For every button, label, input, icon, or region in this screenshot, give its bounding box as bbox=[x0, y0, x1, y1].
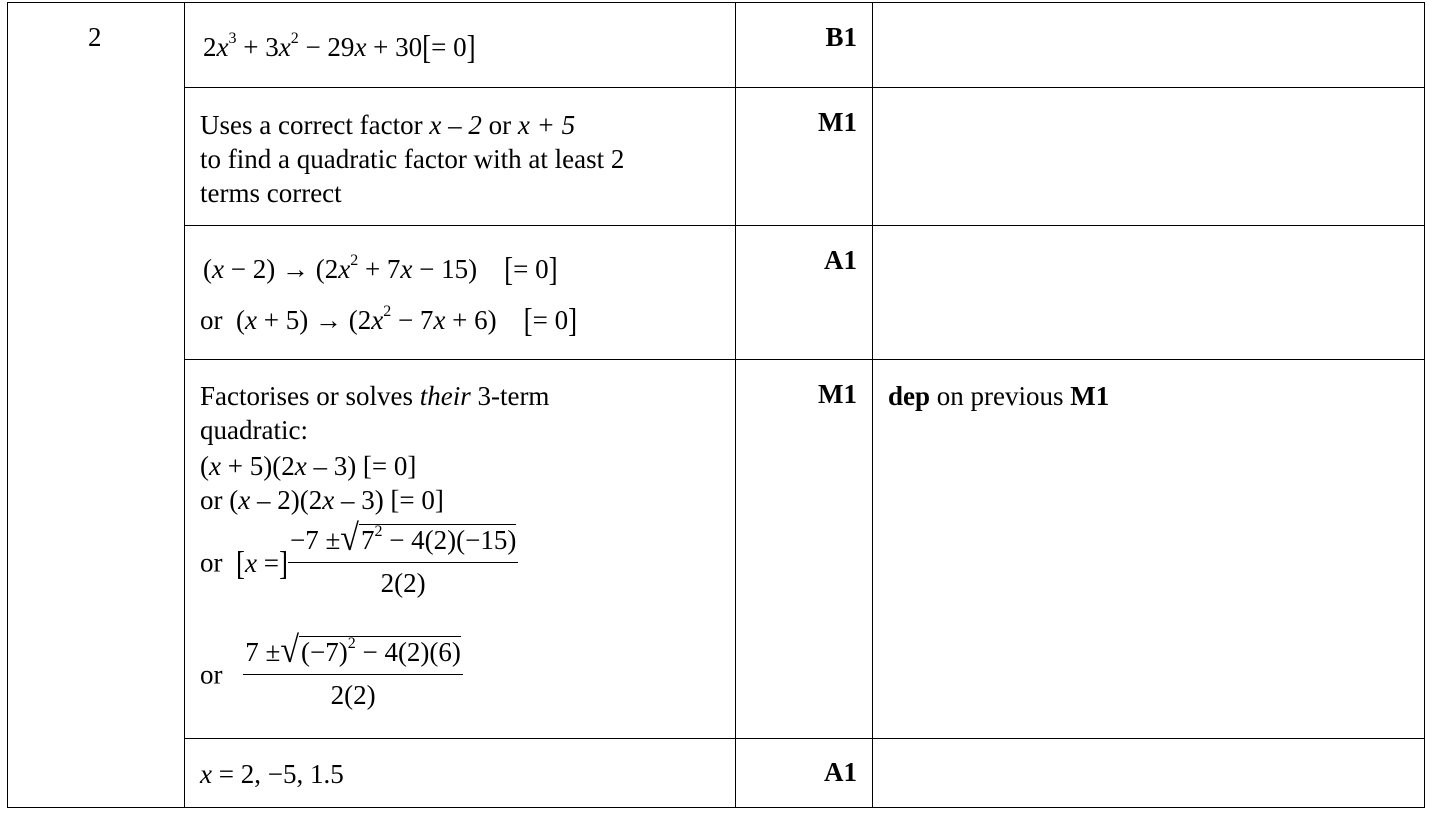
row-2-factor-2: x + 5 bbox=[517, 110, 576, 140]
row-4-line-2: quadratic: bbox=[200, 415, 308, 445]
row-4-line-1 bbox=[200, 379, 549, 413]
formula-a-fraction: $\frac{-7 \pm√7^2 - 4(2)(-15)}{2(2)}$ bbox=[288, 522, 518, 603]
guidance-text: on previous bbox=[930, 381, 1071, 411]
guidance-dep: dep bbox=[888, 381, 931, 411]
row-2-factor-1: x – 2 bbox=[429, 110, 482, 140]
row-4-line-4: or (x – 2)(2x – 3) [= 0] bbox=[200, 485, 444, 515]
row-3-or: or bbox=[200, 305, 223, 335]
row-2-line-2: to find a quadratic factor with at least 2 bbox=[200, 144, 625, 174]
row-divider-1 bbox=[184, 87, 1425, 88]
row-4-line-1-pre: Factorises or solves bbox=[200, 381, 420, 411]
row-1-mark: B1 bbox=[825, 22, 857, 52]
guidance-m1: M1 bbox=[1070, 381, 1110, 411]
formula-a: or [x =] $\frac{-7 \pm√7^2 - 4(2)(-15)}{2(2)}$ bbox=[200, 522, 518, 603]
formula-b-fraction: $\frac{7 \pm√(-7)^2 - 4(2)(6)}{2(2)}$ bbox=[243, 634, 463, 715]
row-divider-4 bbox=[184, 738, 1425, 739]
table-border-left bbox=[7, 2, 8, 808]
row-2-mark: M1 bbox=[818, 107, 857, 137]
formula-b-num-pre: 7 ± bbox=[245, 637, 281, 667]
row-4-mark: M1 bbox=[818, 379, 857, 409]
col-divider-1 bbox=[184, 2, 185, 808]
row-divider-3 bbox=[184, 359, 1425, 360]
row-3-mark: A1 bbox=[824, 245, 857, 275]
formula-b bbox=[200, 630, 463, 715]
table-border-top bbox=[7, 2, 1425, 3]
formula-a-or: or bbox=[200, 547, 223, 578]
row-4-guidance bbox=[888, 379, 1109, 413]
row-1-scheme: $2x^3 + 3x^2 - 29x + 30[= 0]$ bbox=[203, 28, 476, 66]
formula-b-or: or bbox=[200, 659, 223, 690]
row-3-line-2: or $(x + 5) \to (2x^2 - 7x + 6)$ [= 0] bbox=[200, 301, 578, 339]
row-2-or: or bbox=[481, 110, 518, 140]
row-2-line-3: terms correct bbox=[200, 178, 342, 208]
row-divider-2 bbox=[184, 225, 1425, 226]
col-divider-2 bbox=[735, 2, 736, 808]
row-3-line-1: $(x - 2) \to (2x^2 + 7x - 15)$ [= 0] bbox=[203, 250, 558, 288]
formula-a-den: 2(2) bbox=[380, 568, 426, 598]
row-4-line-3: (x + 5)(2x – 3) [= 0] bbox=[200, 451, 417, 481]
table-border-right bbox=[1424, 2, 1425, 808]
col-divider-3 bbox=[872, 2, 873, 808]
formula-a-num-pre: −7 ± bbox=[289, 525, 341, 555]
question-number: 2 bbox=[88, 22, 102, 52]
formula-b-den: 2(2) bbox=[330, 680, 376, 710]
row-2-scheme bbox=[200, 108, 575, 142]
row-5-mark: A1 bbox=[824, 757, 857, 787]
row-4-line-1-em: their bbox=[419, 381, 471, 411]
row-5-answer: x = 2, −5, 1.5 bbox=[200, 759, 344, 789]
row-4-line-1-post: 3-term bbox=[470, 381, 550, 411]
table-border-bottom bbox=[7, 807, 1425, 808]
row-2-line-1-pre: Uses a correct factor bbox=[200, 110, 430, 140]
